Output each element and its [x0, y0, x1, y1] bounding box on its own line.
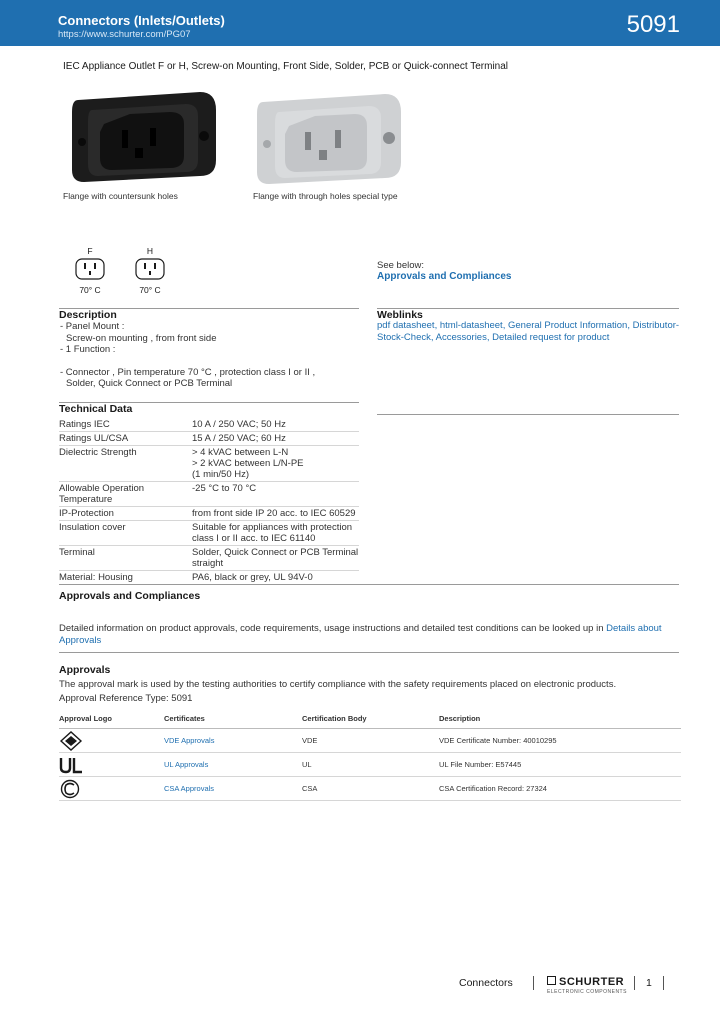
- spec-key: Ratings IEC: [59, 418, 192, 432]
- list-item: Screw-on mounting , from front side: [66, 332, 217, 344]
- see-below-label: See below:: [377, 260, 425, 271]
- table-row: [59, 546, 359, 571]
- divider: [377, 414, 679, 415]
- spec-value: -25 °C to 70 °C: [192, 482, 359, 507]
- spec-key: Terminal: [59, 546, 192, 571]
- photo-caption-black: Flange with countersunk holes: [63, 191, 178, 201]
- product-photo-grey: [255, 80, 405, 195]
- spec-key: Material: Housing: [59, 571, 192, 585]
- page-number: 1: [646, 977, 652, 989]
- certificate-link[interactable]: CSA Approvals: [164, 777, 302, 801]
- spec-value: 10 A / 250 VAC; 50 Hz: [192, 418, 359, 432]
- weblinks-title: Weblinks: [377, 309, 423, 321]
- vde-logo-icon: [59, 731, 83, 751]
- details-about-approvals-link[interactable]: Details about Approvals: [59, 623, 662, 646]
- spec-value: PA6, black or grey, UL 94V-0: [192, 571, 359, 585]
- approvals-table: [59, 712, 681, 801]
- separator: ,: [430, 331, 436, 343]
- spec-value: from front side IP 20 acc. to IEC 60529: [192, 507, 359, 521]
- page-header: [0, 0, 720, 46]
- see-below-link[interactable]: Approvals and Compliances: [377, 271, 512, 282]
- certification-body: CSA: [302, 777, 439, 801]
- spec-key: Insulation cover: [59, 521, 192, 546]
- approvals-compliances-text: [59, 623, 679, 647]
- table-row: [59, 571, 359, 585]
- outlet-f-icon: [74, 258, 106, 280]
- weblinks-list: [377, 320, 687, 343]
- variant-temp: 70° C: [79, 285, 101, 295]
- column-header: Certificates: [164, 712, 302, 729]
- spec-value: Solder, Quick Connect or PCB Terminal straight: [192, 547, 359, 569]
- variant-temp: 70° C: [139, 285, 161, 295]
- footer-separator: [533, 976, 534, 990]
- divider: [59, 652, 679, 653]
- list-item: Solder, Quick Connect or PCB Terminal: [66, 378, 233, 389]
- list-spacer: [60, 356, 360, 367]
- separator: ,: [502, 320, 508, 331]
- spec-value: Suitable for appliances with protection class I or II acc. to IEC 61140: [192, 521, 359, 546]
- list-item: - 1 Function :: [60, 344, 116, 355]
- csa-logo-icon: [59, 779, 81, 799]
- weblink-general-info[interactable]: General Product Information: [507, 320, 628, 331]
- weblink-detailed-request[interactable]: Detailed request for product: [492, 331, 610, 343]
- description-list: [60, 321, 360, 390]
- footer-section-label: Connectors: [459, 977, 513, 989]
- approvals-text: The approval mark is used by the testing authorities to certify compliance with the safety requirements placed on electronic products.: [59, 679, 617, 690]
- separator: ,: [434, 320, 440, 331]
- certification-body: UL: [302, 753, 439, 777]
- weblink-stock-check[interactable]: Distributor-Stock-Check: [377, 320, 680, 343]
- separator: ,: [486, 331, 493, 343]
- footer-brand-tagline: ELECTRONIC COMPONENTS: [547, 989, 627, 995]
- approval-description: UL File Number: E57445: [439, 753, 681, 777]
- weblink-accessories[interactable]: Accessories: [435, 331, 487, 343]
- photo-caption-grey: Flange with through holes special type: [253, 191, 398, 201]
- product-photo-black: [70, 80, 220, 195]
- certificate-link[interactable]: UL Approvals: [164, 753, 302, 777]
- approvals-compliances-title: Approvals and Compliances: [59, 590, 201, 602]
- table-row: [59, 507, 359, 521]
- spec-key: Allowable Operation Temperature: [59, 482, 192, 507]
- table-row: [59, 418, 359, 432]
- list-item: - Connector , Pin temperature 70 °C , protection class I or II ,: [60, 366, 316, 378]
- technical-data-table: [59, 418, 359, 585]
- brand-name: SCHURTER: [559, 976, 625, 988]
- separator: ,: [627, 320, 633, 331]
- approval-description: VDE Certificate Number: 40010295: [439, 729, 681, 753]
- weblink-pdf-datasheet[interactable]: pdf datasheet: [377, 320, 435, 331]
- table-row: [59, 729, 681, 753]
- footer-separator: [634, 976, 635, 990]
- approvals-compliances-body: Detailed information on product approvals, code requirements, usage instructions and detailed test conditions can be looked up in: [59, 623, 607, 634]
- spec-value: > 4 kVAC between L-N > 2 kVAC between L/N-PE (1 min/50 Hz): [192, 446, 359, 482]
- approvals-title: Approvals: [59, 664, 111, 676]
- brand-mark-icon: [547, 976, 556, 985]
- footer-brand-logo: [547, 976, 624, 988]
- table-row: [59, 777, 681, 801]
- table-row: [59, 432, 359, 446]
- list-item: - Panel Mount :: [60, 321, 125, 332]
- column-header: Approval Logo: [59, 712, 164, 729]
- spec-key: Dielectric Strength: [59, 446, 192, 482]
- footer-separator: [663, 976, 664, 990]
- table-row: [59, 521, 359, 546]
- weblink-html-datasheet[interactable]: html-datasheet: [439, 320, 503, 331]
- certificate-link[interactable]: VDE Approvals: [164, 729, 302, 753]
- ul-logo-icon: [59, 756, 85, 774]
- spec-value: 15 A / 250 VAC; 60 Hz: [192, 432, 359, 446]
- technical-data-title: Technical Data: [59, 403, 133, 415]
- product-description: IEC Appliance Outlet F or H, Screw-on Mounting, Front Side, Solder, PCB or Quick-connect Terminal: [63, 61, 509, 72]
- divider: [59, 584, 679, 585]
- spec-key: Ratings UL/CSA: [59, 432, 192, 446]
- approval-description: CSA Certification Record: 27324: [439, 777, 681, 801]
- description-title: Description: [59, 309, 117, 321]
- table-row: [59, 482, 359, 507]
- certification-body: VDE: [302, 729, 439, 753]
- variant-h: [130, 246, 170, 295]
- table-row: [59, 753, 681, 777]
- spec-key: IP-Protection: [59, 507, 192, 521]
- variant-letter: H: [146, 246, 154, 256]
- outlet-h-icon: [134, 258, 166, 280]
- column-header: Description: [439, 712, 681, 729]
- product-code: 5091: [626, 11, 680, 38]
- table-row: [59, 446, 359, 482]
- column-header: Certification Body: [302, 712, 439, 729]
- variant-letter: F: [87, 246, 93, 256]
- variant-f: [70, 246, 110, 295]
- header-url-link[interactable]: https://www.schurter.com/PG07: [58, 29, 191, 40]
- approval-reference-type: Approval Reference Type: 5091: [59, 693, 193, 704]
- page-title: Connectors (Inlets/Outlets): [58, 13, 225, 28]
